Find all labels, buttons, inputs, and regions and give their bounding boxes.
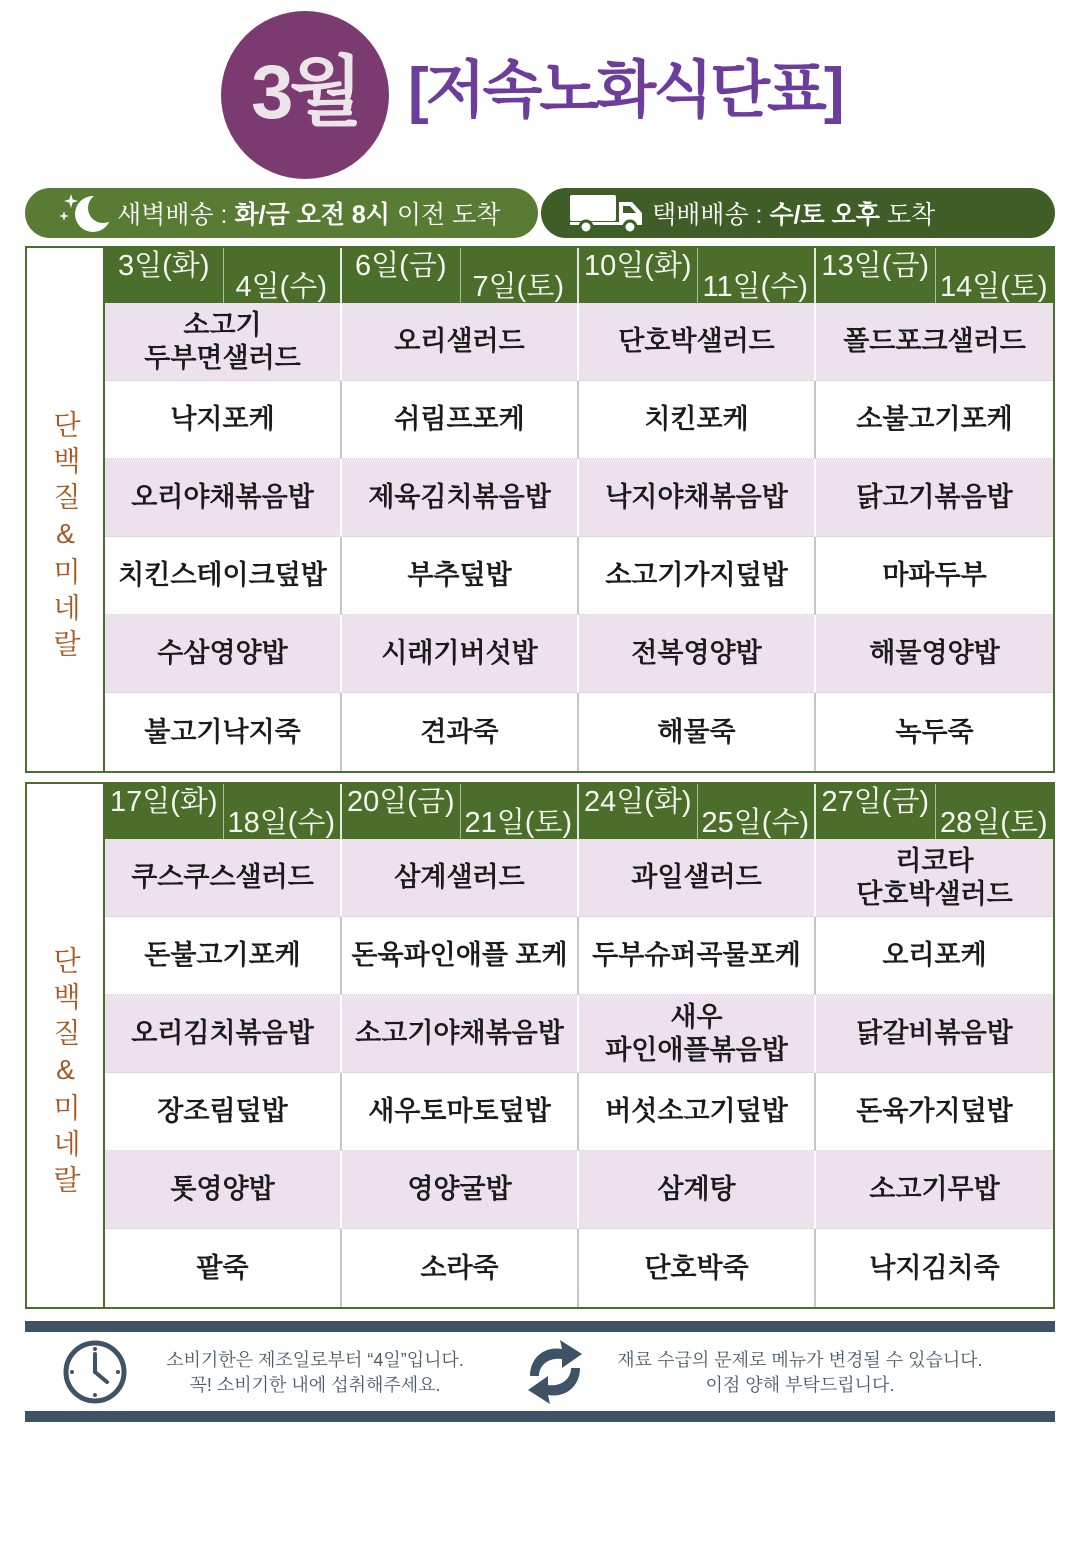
menu-item: 닭갈비볶음밥 — [816, 995, 1053, 1073]
date-label-second: 14일(토) — [939, 270, 1048, 303]
menu-item: 새우 파인애플볶음밥 — [579, 995, 816, 1073]
menu-item: 해물죽 — [579, 693, 816, 771]
date-header — [105, 248, 342, 303]
date-label-first: 27일(금) — [821, 786, 930, 818]
menu-item: 소불고기포케 — [816, 381, 1053, 459]
menu-item: 오리야채볶음밥 — [105, 459, 342, 537]
date-header — [579, 784, 816, 839]
expiry-line: 꼭! 소비기한 내에 섭취해주세요. — [189, 1375, 441, 1395]
dawn-delivery-time: 화/금 오전 8시 — [234, 201, 390, 229]
menu-item: 돈육가지덮밥 — [816, 1073, 1053, 1151]
menu-item: 오리샐러드 — [342, 303, 579, 381]
page-title: [저속노화식단표] — [408, 56, 842, 125]
notice-line: 재료 수급의 문제로 메뉴가 변경될 수 있습니다. — [617, 1350, 983, 1370]
parcel-delivery-banner — [541, 188, 1055, 238]
menu-item: 닭고기볶음밥 — [816, 459, 1053, 537]
date-label-second: 25일(수) — [701, 806, 810, 839]
menu-item: 소라죽 — [342, 1229, 579, 1307]
menu-item: 삼계탕 — [579, 1151, 816, 1229]
date-label-first: 13일(금) — [821, 250, 930, 282]
menu-item: 버섯소고기덮밥 — [579, 1073, 816, 1151]
date-header — [816, 784, 1053, 839]
menu-item: 장조림덮밥 — [105, 1073, 342, 1151]
menu-grid — [105, 248, 1053, 771]
menu-item: 치킨스테이크덮밥 — [105, 537, 342, 615]
parcel-delivery-time: 수/토 오후 — [769, 201, 880, 229]
menu-item: 오리포케 — [816, 917, 1053, 995]
parcel-delivery-suffix: 도착 — [886, 201, 936, 229]
menu-item: 불고기낙지죽 — [105, 693, 342, 771]
parcel-delivery-label: 택배배송 : — [652, 201, 763, 229]
category-label: 단백질&미네랄 — [50, 409, 81, 665]
menu-item: 리코타 단호박샐러드 — [816, 839, 1053, 917]
truck-icon — [568, 192, 646, 234]
menu-item: 소고기야채볶음밥 — [342, 995, 579, 1073]
menu-item: 과일샐러드 — [579, 839, 816, 917]
menu-item: 쉬림프포케 — [342, 381, 579, 459]
category-column — [27, 784, 105, 1307]
moon-stars-icon — [57, 191, 113, 235]
menu-item: 마파두부 — [816, 537, 1053, 615]
menu-item: 쿠스쿠스샐러드 — [105, 839, 342, 917]
notice-line: 이점 양해 부탁드립니다. — [705, 1375, 895, 1395]
date-label-first: 10일(화) — [583, 250, 692, 282]
dawn-delivery-label: 새벽배송 : — [117, 201, 228, 229]
date-label-second: 11일(수) — [702, 270, 808, 303]
menu-item: 수삼영양밥 — [105, 615, 342, 693]
date-header — [342, 248, 579, 303]
date-header — [105, 784, 342, 839]
date-label-second: 28일(토) — [939, 806, 1048, 839]
month-label: 3월 — [251, 50, 359, 135]
menu-item: 낙지포케 — [105, 381, 342, 459]
refresh-arrows-icon — [522, 1338, 588, 1406]
menu-item: 낙지야채볶음밥 — [579, 459, 816, 537]
menu-item: 녹두죽 — [816, 693, 1053, 771]
menu-item: 제육김치볶음밥 — [342, 459, 579, 537]
footer-top-bar — [25, 1321, 1055, 1332]
menu-item: 시래기버섯밥 — [342, 615, 579, 693]
dawn-delivery-text — [117, 195, 500, 231]
menu-item: 단호박죽 — [579, 1229, 816, 1307]
menu-grid — [105, 784, 1053, 1307]
date-label-first: 17일(화) — [109, 786, 218, 818]
category-column — [27, 248, 105, 771]
clock-icon — [61, 1338, 129, 1406]
menu-item: 단호박샐러드 — [579, 303, 816, 381]
menu-item: 오리김치볶음밥 — [105, 995, 342, 1073]
menu-item: 팥죽 — [105, 1229, 342, 1307]
date-label-first: 20일(금) — [346, 786, 455, 818]
date-label-first: 6일(금) — [355, 250, 447, 282]
parcel-delivery-text — [652, 195, 935, 231]
menu-item: 삼계샐러드 — [342, 839, 579, 917]
menu-item: 돈육파인애플 포케 — [342, 917, 579, 995]
dawn-delivery-suffix: 이전 도착 — [396, 201, 501, 229]
menu-item: 돈불고기포케 — [105, 917, 342, 995]
menu-item: 톳영양밥 — [105, 1151, 342, 1229]
menu-item: 치킨포케 — [579, 381, 816, 459]
menu-item: 두부슈퍼곡물포케 — [579, 917, 816, 995]
menu-item: 견과죽 — [342, 693, 579, 771]
menu-table-second-half — [25, 782, 1055, 1309]
menu-item: 영양굴밥 — [342, 1151, 579, 1229]
date-header — [579, 248, 816, 303]
date-label-second: 7일(토) — [472, 270, 564, 303]
menu-item: 새우토마토덮밥 — [342, 1073, 579, 1151]
date-label-first: 24일(화) — [583, 786, 692, 818]
expiry-line: 소비기한은 제조일로부터 “4일”입니다. — [166, 1350, 464, 1370]
menu-item: 낙지김치죽 — [816, 1229, 1053, 1307]
date-label-second: 4일(수) — [235, 270, 327, 303]
menu-table-first-half — [25, 246, 1055, 773]
menu-change-notice — [590, 1348, 1010, 1398]
menu-item: 폴드포크샐러드 — [816, 303, 1053, 381]
footer-bottom-bar — [25, 1411, 1055, 1422]
date-header — [816, 248, 1053, 303]
menu-item: 소고기무밥 — [816, 1151, 1053, 1229]
date-header — [342, 784, 579, 839]
expiry-notice — [140, 1348, 490, 1398]
menu-item: 해물영양밥 — [816, 615, 1053, 693]
menu-item: 부추덮밥 — [342, 537, 579, 615]
menu-item: 전복영양밥 — [579, 615, 816, 693]
category-label: 단백질&미네랄 — [50, 945, 81, 1201]
month-badge — [221, 11, 389, 179]
dawn-delivery-banner — [25, 188, 538, 238]
menu-item: 소고기 두부면샐러드 — [105, 303, 342, 381]
date-label-first: 3일(화) — [118, 250, 210, 282]
date-label-second: 21일(토) — [464, 806, 573, 839]
date-label-second: 18일(수) — [227, 806, 336, 839]
menu-item: 소고기가지덮밥 — [579, 537, 816, 615]
